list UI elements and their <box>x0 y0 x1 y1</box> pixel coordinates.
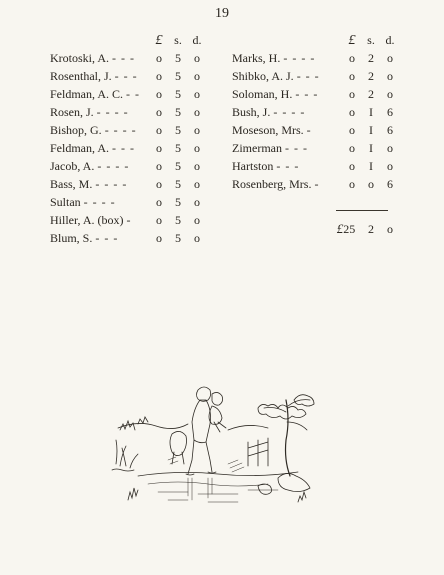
subscriber-name <box>50 139 135 157</box>
total-rule <box>336 210 388 211</box>
subscriber-name-text: Shibko, A. J. <box>232 69 294 83</box>
amount-pounds: o <box>156 195 162 209</box>
amount-pence: 6 <box>387 177 393 191</box>
right-entry-row <box>232 175 402 193</box>
pound-header: £ <box>348 33 356 48</box>
pound-header: £ <box>155 33 163 48</box>
subscriber-list-right <box>232 32 402 193</box>
total-shillings: 2 <box>368 222 374 236</box>
total-pounds <box>332 220 360 238</box>
amount-pounds: o <box>349 159 355 173</box>
subscriber-name <box>50 193 116 211</box>
amount-shillings: I <box>369 141 373 155</box>
subscriber-name-text: Zimerman <box>232 141 282 155</box>
amount-pence: o <box>387 87 393 101</box>
amount-pence: o <box>194 177 200 191</box>
subscriber-name-text: Feldman, A. C. <box>50 87 124 101</box>
leader-dots: - <box>126 213 132 227</box>
amount-shillings: 5 <box>175 231 181 245</box>
amount-pence: o <box>194 231 200 245</box>
right-entry-row <box>232 121 402 139</box>
subscriber-name-text: Soloman, H. <box>232 87 293 101</box>
left-entry-row <box>50 121 212 139</box>
leader-dots: - - - - <box>95 177 128 191</box>
amount-shillings: I <box>369 123 373 137</box>
amount-pounds: o <box>156 213 162 227</box>
amount-pounds: o <box>349 87 355 101</box>
leader-dots: - - - - <box>83 195 116 209</box>
leader-dots: - <box>314 177 320 191</box>
subscriber-name <box>50 67 138 85</box>
amount-pence: o <box>387 159 393 173</box>
amount-pounds: o <box>349 123 355 137</box>
right-entry-row <box>232 139 402 157</box>
subscriber-name-text: Krotoski, A. <box>50 51 110 65</box>
subscriber-list-left <box>50 32 212 247</box>
subscriber-name-text: Rosenberg, Mrs. <box>232 177 312 191</box>
leader-dots: - - - <box>95 231 119 245</box>
amount-shillings: 5 <box>175 69 181 83</box>
amount-pence: o <box>194 123 200 137</box>
amount-pounds: o <box>349 177 355 191</box>
amount-pounds: o <box>349 105 355 119</box>
amount-pence: o <box>387 141 393 155</box>
amount-shillings: I <box>369 105 373 119</box>
left-entry-row <box>50 67 212 85</box>
amount-pence: o <box>194 51 200 65</box>
amount-pounds: o <box>156 123 162 137</box>
subscriber-name-text: Bishop, G. <box>50 123 102 137</box>
amount-pence: o <box>387 51 393 65</box>
subscriber-name-text: Sultan <box>50 195 81 209</box>
leader-dots: - - - - <box>96 105 129 119</box>
amount-shillings: 2 <box>368 69 374 83</box>
right-entry-row <box>232 49 402 67</box>
left-entry-row <box>50 211 212 229</box>
subscriber-name <box>50 121 137 139</box>
amount-pence: o <box>194 195 200 209</box>
leader-dots: - - - <box>112 51 136 65</box>
page-number: 19 <box>215 6 229 21</box>
subscriber-name-text: Moseson, Mrs. <box>232 123 304 137</box>
subscriber-name-text: Blum, S. <box>50 231 93 245</box>
right-entry-row <box>232 103 402 121</box>
amount-pounds: o <box>349 69 355 83</box>
subscriber-name <box>50 211 132 229</box>
amount-pounds: o <box>349 51 355 65</box>
amount-pounds: o <box>156 69 162 83</box>
leader-dots: - <box>306 123 312 137</box>
amount-pence: o <box>194 105 200 119</box>
subscriber-name-text: Marks, H. <box>232 51 281 65</box>
leader-dots: - - - - <box>283 51 316 65</box>
amount-shillings: I <box>369 159 373 173</box>
left-entry-row <box>50 139 212 157</box>
left-entry-row <box>50 157 212 175</box>
amount-pounds: o <box>156 159 162 173</box>
subscriber-name <box>50 157 129 175</box>
amount-shillings: 5 <box>175 213 181 227</box>
subscriber-name <box>232 67 320 85</box>
pence-header: d. <box>385 33 395 47</box>
subscriber-name <box>232 103 305 121</box>
amount-shillings: 5 <box>175 123 181 137</box>
subscriber-name <box>232 121 312 139</box>
amount-pounds: o <box>156 105 162 119</box>
left-entry-row <box>50 229 212 247</box>
subscriber-name <box>232 175 319 193</box>
amount-shillings: 5 <box>175 159 181 173</box>
amount-pence: o <box>194 213 200 227</box>
subscriber-name <box>50 85 140 103</box>
right-entry-row <box>232 85 402 103</box>
leader-dots: - - - <box>276 159 300 173</box>
amount-shillings: 5 <box>175 195 181 209</box>
leader-dots: - - - <box>284 141 308 155</box>
amount-pence: o <box>387 69 393 83</box>
amount-pence: o <box>194 159 200 173</box>
subscriber-name-text: Hartston <box>232 159 274 173</box>
leader-dots: - - - <box>112 141 135 155</box>
amount-pounds: o <box>156 51 162 65</box>
leader-dots: - - - <box>114 69 138 83</box>
subscriber-name <box>232 85 318 103</box>
amount-shillings: 5 <box>175 51 181 65</box>
subscriber-name-text: Feldman, A. <box>50 141 109 155</box>
subscriber-name-text: Rosen, J. <box>50 105 94 119</box>
subscriber-name-text: Bass, M. <box>50 177 93 191</box>
subscriber-name <box>50 229 118 247</box>
left-entry-row <box>50 85 212 103</box>
amount-pence: o <box>194 141 200 155</box>
left-entry-row <box>50 175 212 193</box>
subscriber-name-text: Rosenthal, J. <box>50 69 112 83</box>
total-row <box>232 220 402 238</box>
amount-pence: 6 <box>387 105 393 119</box>
amount-shillings: 5 <box>175 105 181 119</box>
subscriber-name-text: Jacob, A. <box>50 159 95 173</box>
left-entry-row <box>50 193 212 211</box>
amount-shillings: 5 <box>175 87 181 101</box>
right-entry-row <box>232 157 402 175</box>
subscriber-name <box>232 139 308 157</box>
total-pence: o <box>387 222 393 236</box>
amount-shillings: o <box>368 177 374 191</box>
left-entry-row <box>50 49 212 67</box>
amount-shillings: 5 <box>175 141 181 155</box>
total-pounds-value: 25 <box>343 222 356 236</box>
amount-pence: 6 <box>387 123 393 137</box>
pence-header: d. <box>192 33 202 47</box>
boy-carrying-child-landscape-engraving-icon <box>108 360 326 518</box>
amount-shillings: 2 <box>368 87 374 101</box>
leader-dots: - - - <box>295 87 319 101</box>
leader-dots: - - - - <box>97 159 130 173</box>
subscriber-name <box>50 175 127 193</box>
amount-shillings: 5 <box>175 177 181 191</box>
shillings-header: s. <box>174 33 182 47</box>
leader-dots: - - - - <box>104 123 137 137</box>
subscriber-name <box>50 49 135 67</box>
amount-shillings: 2 <box>368 51 374 65</box>
right-entry-row <box>232 67 402 85</box>
subscriber-name <box>232 157 299 175</box>
currency-header-left <box>50 32 212 49</box>
left-entry-row <box>50 103 212 121</box>
leader-dots: - - - <box>296 69 320 83</box>
currency-header-right <box>232 32 402 49</box>
pound-symbol: £ <box>336 221 344 236</box>
amount-pounds: o <box>156 87 162 101</box>
shillings-header: s. <box>367 33 375 47</box>
amount-pence: o <box>194 69 200 83</box>
amount-pounds: o <box>349 141 355 155</box>
subscriber-name-text: Hiller, A. (box) <box>50 213 124 227</box>
subscriber-name-text: Bush, J. <box>232 105 271 119</box>
amount-pounds: o <box>156 177 162 191</box>
subscriber-name <box>232 49 315 67</box>
leader-dots: - - <box>126 87 141 101</box>
amount-pence: o <box>194 87 200 101</box>
subscriber-name <box>50 103 129 121</box>
amount-pounds: o <box>156 141 162 155</box>
leader-dots: - - - - <box>273 105 306 119</box>
amount-pounds: o <box>156 231 162 245</box>
